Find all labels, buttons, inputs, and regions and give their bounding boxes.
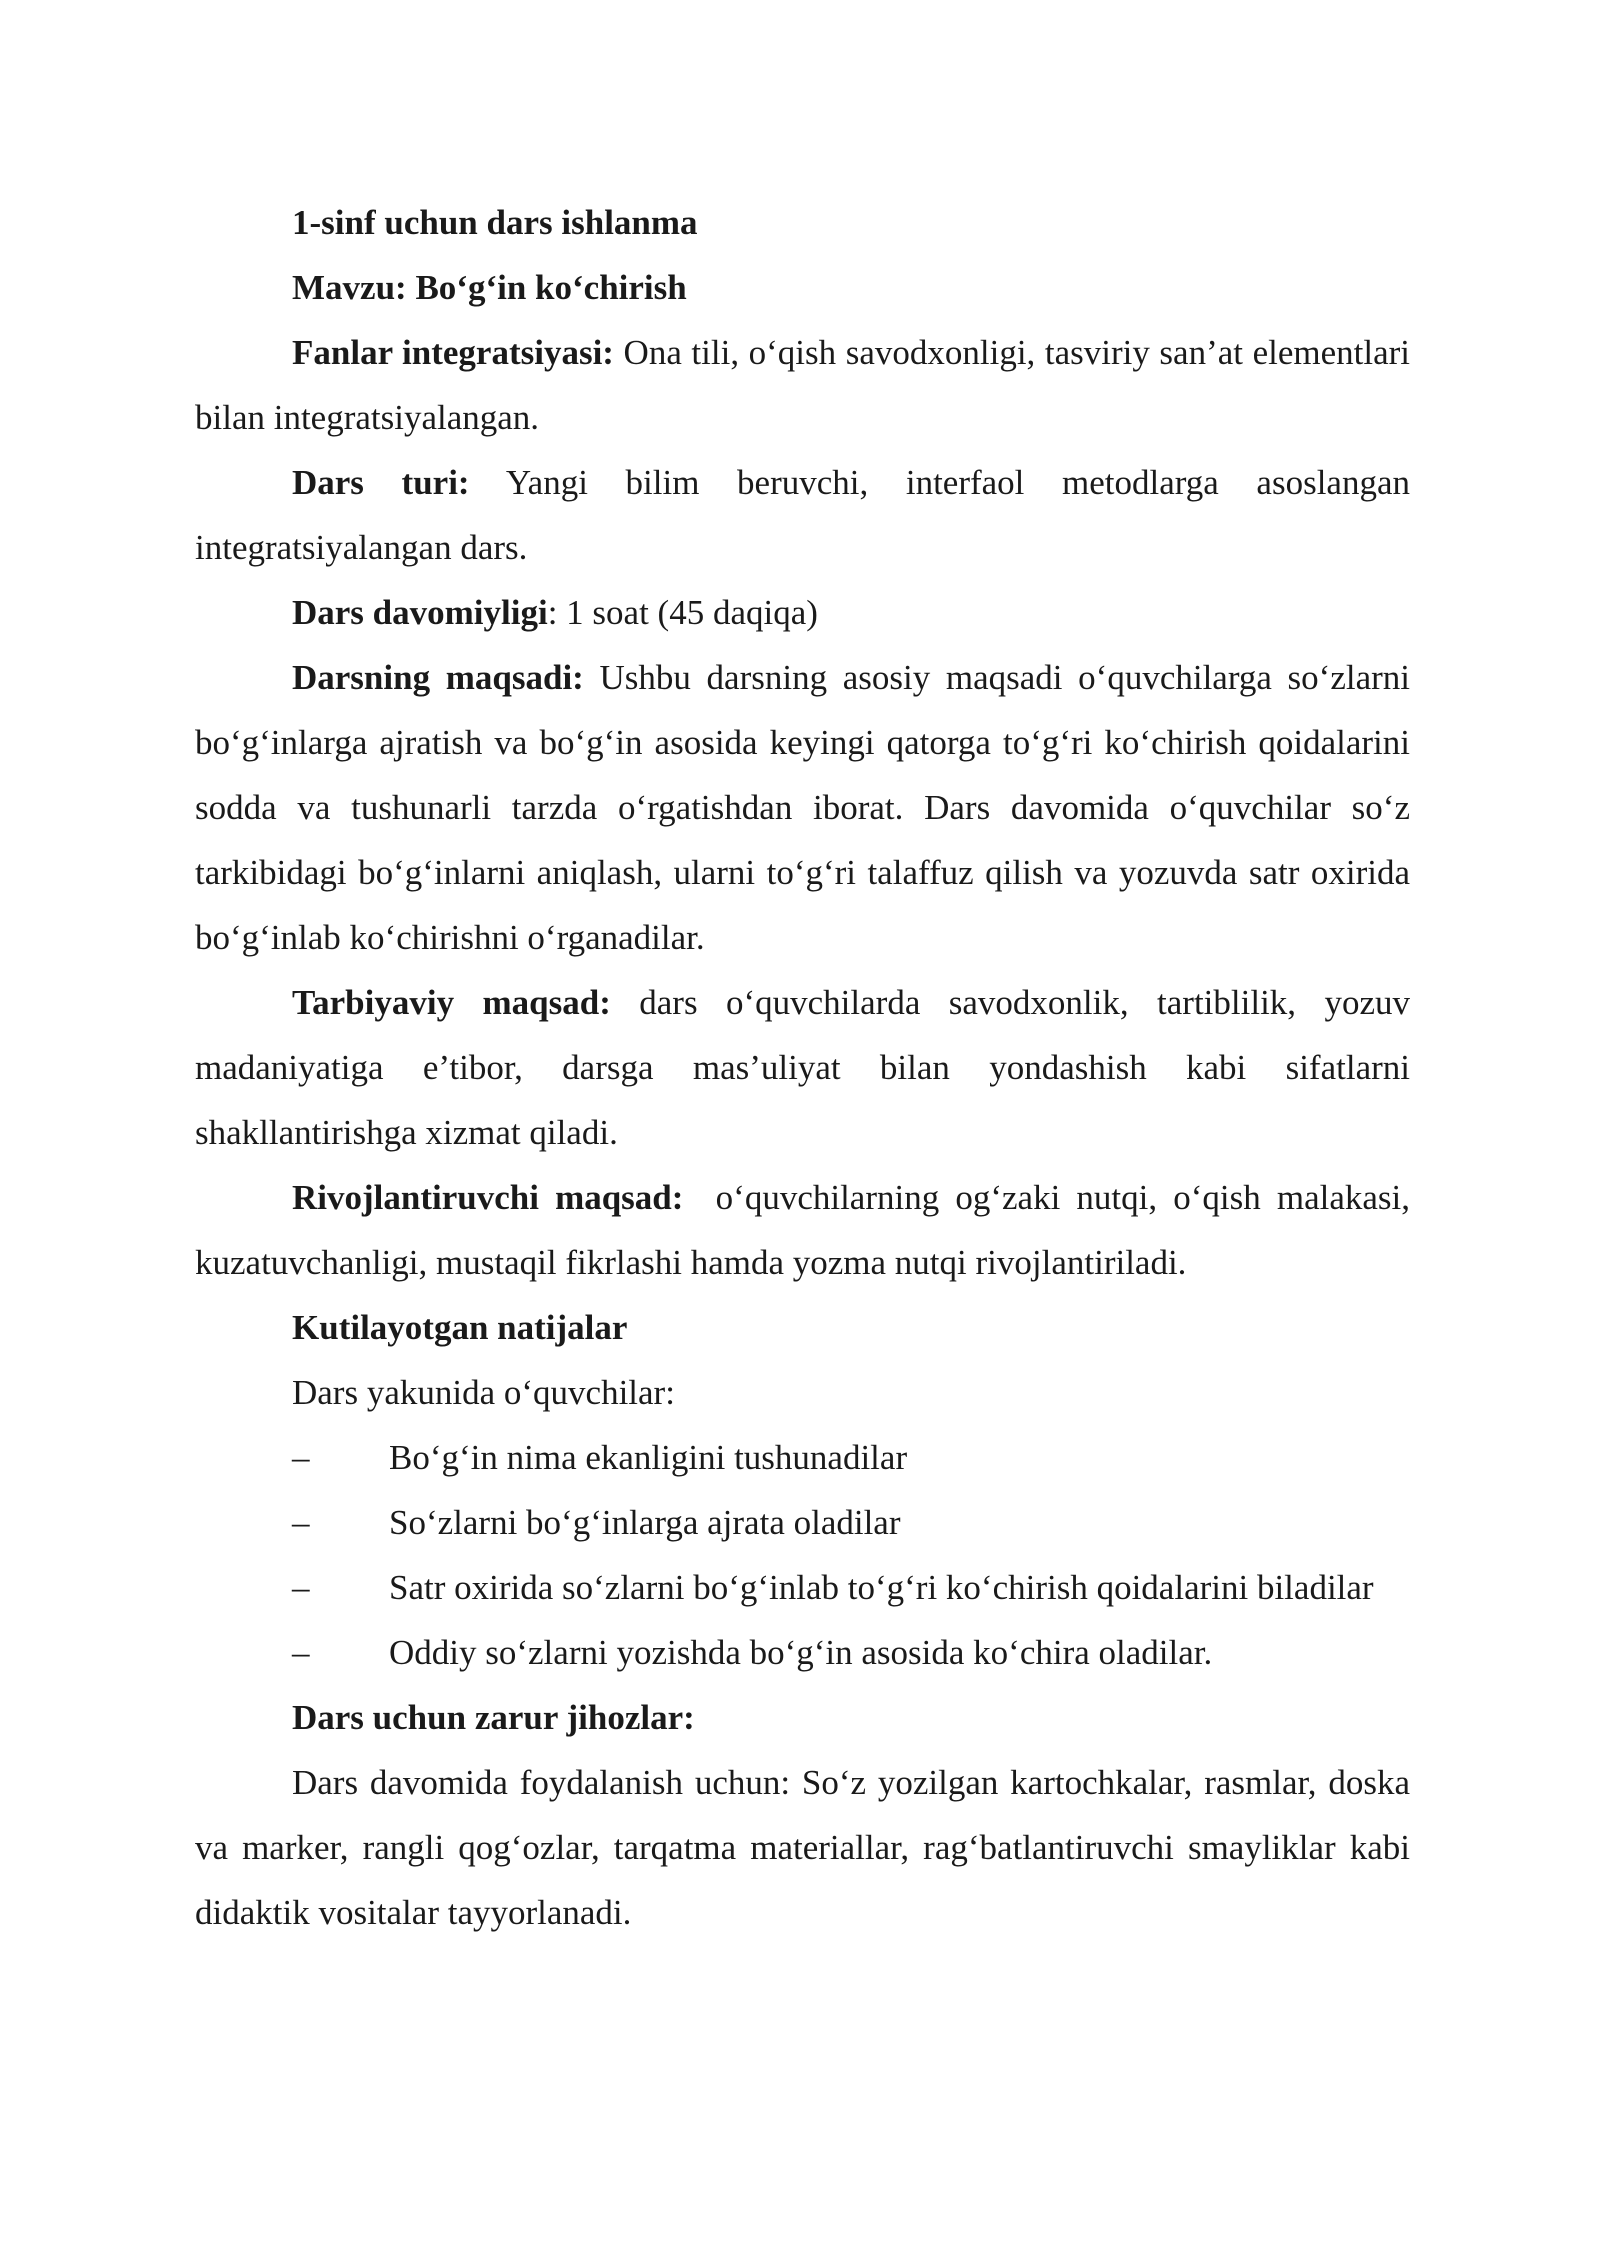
educational-goal-paragraph [195,970,1410,1165]
educational-goal-label: Tarbiyaviy maqsad: [292,983,611,1022]
topic-line: Mavzu: Bo‘g‘in ko‘chirish [292,268,687,307]
integration-paragraph [195,320,1410,450]
developmental-goal-text: o‘quvchilarning og‘zaki nutqi, o‘qish malakasi, kuzatuvchanligi, mustaqil fikrlashi hamda yozma nutqi rivojlantiriladi. [195,1178,1419,1282]
lesson-type-label: Dars turi: [292,463,470,502]
equipment-paragraph: Dars davomida foydalanish uchun: So‘z yozilgan kartochkalar, rasmlar, doska va marker, rangli qog‘ozlar, tarqatma materiallar, rag‘batlantiruvchi smayliklar kabi didaktik vositalar tayyorlanadi. [195,1763,1410,1932]
document-page [195,190,1419,1945]
integration-text: Ona tili, o‘qish savodxonligi, tasviriy san’at elementlari bilan integratsiyalangan. [195,333,1410,437]
duration-paragraph [195,580,1410,645]
lesson-type-text: Yangi bilim beruvchi, interfaol metodlarga asoslangan integratsiyalangan dars. [195,463,1410,567]
list-item-text: Oddiy so‘zlarni yozishda bo‘g‘in asosida ko‘chira oladilar. [389,1633,1213,1672]
lesson-type-paragraph [195,450,1410,580]
integration-label: Fanlar integratsiyasi: [292,333,614,372]
educational-goal-text: dars o‘quvchilarda savodxonlik, tartiblilik, yozuv madaniyatiga e’tibor, darsga mas’uliyat bilan yondashish kabi sifatlarni shakllantirishga xizmat qiladi. [195,983,1410,1152]
list-item [195,1620,1410,1685]
dash-bullet: – [292,1568,310,1607]
list-item [195,1425,1410,1490]
developmental-goal-paragraph [195,1165,1419,1295]
goal-text: Ushbu darsning asosiy maqsadi o‘quvchilarga so‘zlarni bo‘g‘inlarga ajratish va bo‘g‘in asosida keyingi qatorga to‘g‘ri ko‘chirish qoidalarini sodda va tushunarli tarzda o‘rgatishdan iborat. Dars davomida o‘quvchilar so‘z tarkibidagi bo‘g‘inlarni aniqlash, ularni to‘g‘ri talaffuz qilish va yozuvda satr oxirida bo‘g‘inlab ko‘chirishni o‘rganadilar. [195,658,1411,957]
expected-results-heading: Kutilayotgan natijalar [292,1308,628,1347]
list-item-text: Bo‘g‘in nima ekanligini tushunadilar [389,1438,908,1477]
list-item [195,1555,1410,1620]
duration-text: : 1 soat (45 daqiqa) [547,593,818,632]
list-item [195,1490,1410,1555]
equipment-heading: Dars uchun zarur jihozlar: [292,1698,695,1737]
dash-bullet: – [292,1633,310,1672]
goal-label: Darsning maqsadi: [292,658,584,697]
goal-paragraph [195,645,1410,970]
developmental-goal-label: Rivojlantiruvchi maqsad: [292,1178,684,1217]
duration-label: Dars davomiyligi [292,593,548,632]
list-item-text: Satr oxirida so‘zlarni bo‘g‘inlab to‘g‘ri ko‘chirish qoidalarini biladilar [389,1568,1374,1607]
dash-bullet: – [292,1503,310,1542]
list-item-text: So‘zlarni bo‘g‘inlarga ajrata oladilar [389,1503,901,1542]
document-title: 1-sinf uchun dars ishlanma [292,203,698,242]
expected-results-list [195,1425,1410,1685]
dash-bullet: – [292,1438,310,1477]
expected-results-intro: Dars yakunida o‘quvchilar: [292,1373,675,1412]
